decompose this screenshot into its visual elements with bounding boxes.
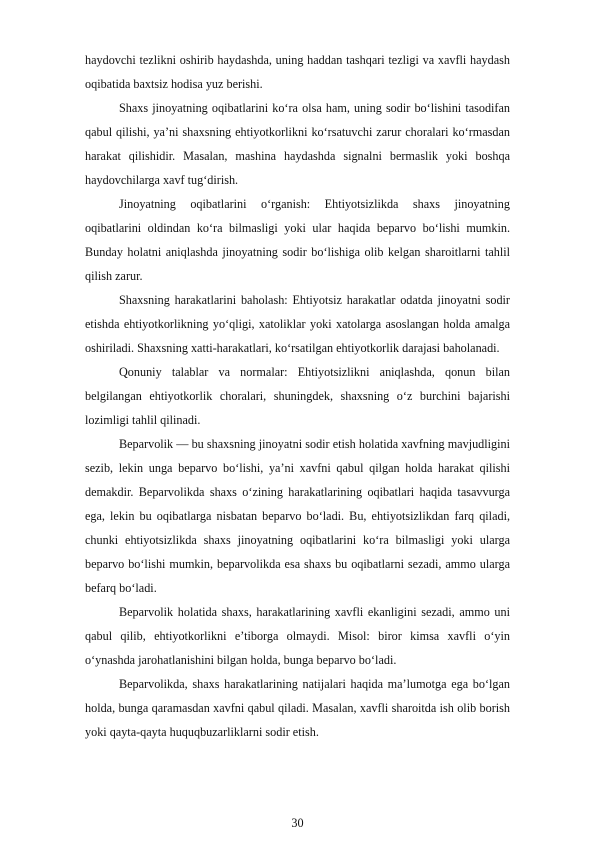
- paragraph-negligence-definition: Shaxs jinoyatning oqibatlarini ko‘ra olsa ham, uning sodir bo‘lishini tasodifan qabul qilishi, ya’ni shaxsning ehtiyotkorlikni ko‘rsatuvchi zarur choralari ko‘rmasdan harakat qilishidir. Masalan, mashina haydashda signalni bermaslik yoki boshqa haydovchilarga xavf tug‘dirish.: [85, 101, 510, 187]
- paragraph-continuation: haydovchi tezlikni oshirib haydashda, uning haddan tashqari tezligi va xavfli haydash oqibatida baxtsiz hodisa yuz berishi.: [85, 53, 510, 91]
- document-page: [85, 48, 510, 744]
- paragraph-recklessness-definition: Beparvolik — bu shaxsning jinoyatni sodir etish holatida xavfning mavjudligini sezib, lekin unga beparvo bo‘lishi, ya’ni xavfni qabul qilgan holda harakat qilishi demakdir. Beparvolikda shaxs o‘zining harakatlarining oqibatlari haqida tasavvurga ega, lekin bu oqibatlarga nisbatan beparvo bo‘ladi. Bu, ehtiyotsizlikdan farq qiladi, chunki ehtiyotsizlikda shaxs jinoyatning oqibatlarini ko‘ra bilmasligi yoki ularga beparvo bo‘lishi mumkin, beparvolikda esa shaxs bu oqibatlarni sezadi, ammo ularga befarq bo‘ladi.: [85, 437, 510, 595]
- paragraph-studying-consequences: Jinoyatning oqibatlarini o‘rganish: Ehtiyotsizlikda shaxs jinoyatning oqibatlarini oldindan ko‘ra bilmasligi yoki ular haqida beparvo bo‘lishi mumkin. Bunday holatni aniqlashda jinoyatning sodir bo‘lishiga olib kelgan sharoitlarni tahlil qilish zarur.: [85, 197, 510, 283]
- paragraph-legal-requirements: Qonuniy talablar va normalar: Ehtiyotsizlikni aniqlashda, qonun bilan belgilangan ehtiyotkorlik choralari, shuningdek, shaxsning o‘z burchini bajarishi lozimligi tahlil qilinadi.: [85, 365, 510, 427]
- paragraph-assessing-actions: Shaxsning harakatlarini baholash: Ehtiyotsiz harakatlar odatda jinoyatni sodir etishda ehtiyotkorlikning yo‘qligi, xatoliklar yoki xatolarga asoslangan holda amalga oshiriladi. Shaxsning xatti-harakatlari, ko‘rsatilgan ehtiyotkorlik darajasi baholanadi.: [85, 293, 510, 355]
- paragraph-recklessness-results: Beparvolikda, shaxs harakatlarining natijalari haqida ma’lumotga ega bo‘lgan holda, bunga qaramasdan xavfni qabul qiladi. Masalan, xavfli sharoitda ish olib borish yoki qayta-qayta huquqbuzarliklarni sodir etish.: [85, 677, 510, 739]
- paragraph-recklessness-example: Beparvolik holatida shaxs, harakatlarining xavfli ekanligini sezadi, ammo uni qabul qilib, ehtiyotkorlikni e’tiborga olmaydi. Misol: biror kimsa xavfli o‘yin o‘ynashda jarohatlanishini bilgan holda, bunga beparvo bo‘ladi.: [85, 605, 510, 667]
- page-number: 30: [291, 816, 304, 830]
